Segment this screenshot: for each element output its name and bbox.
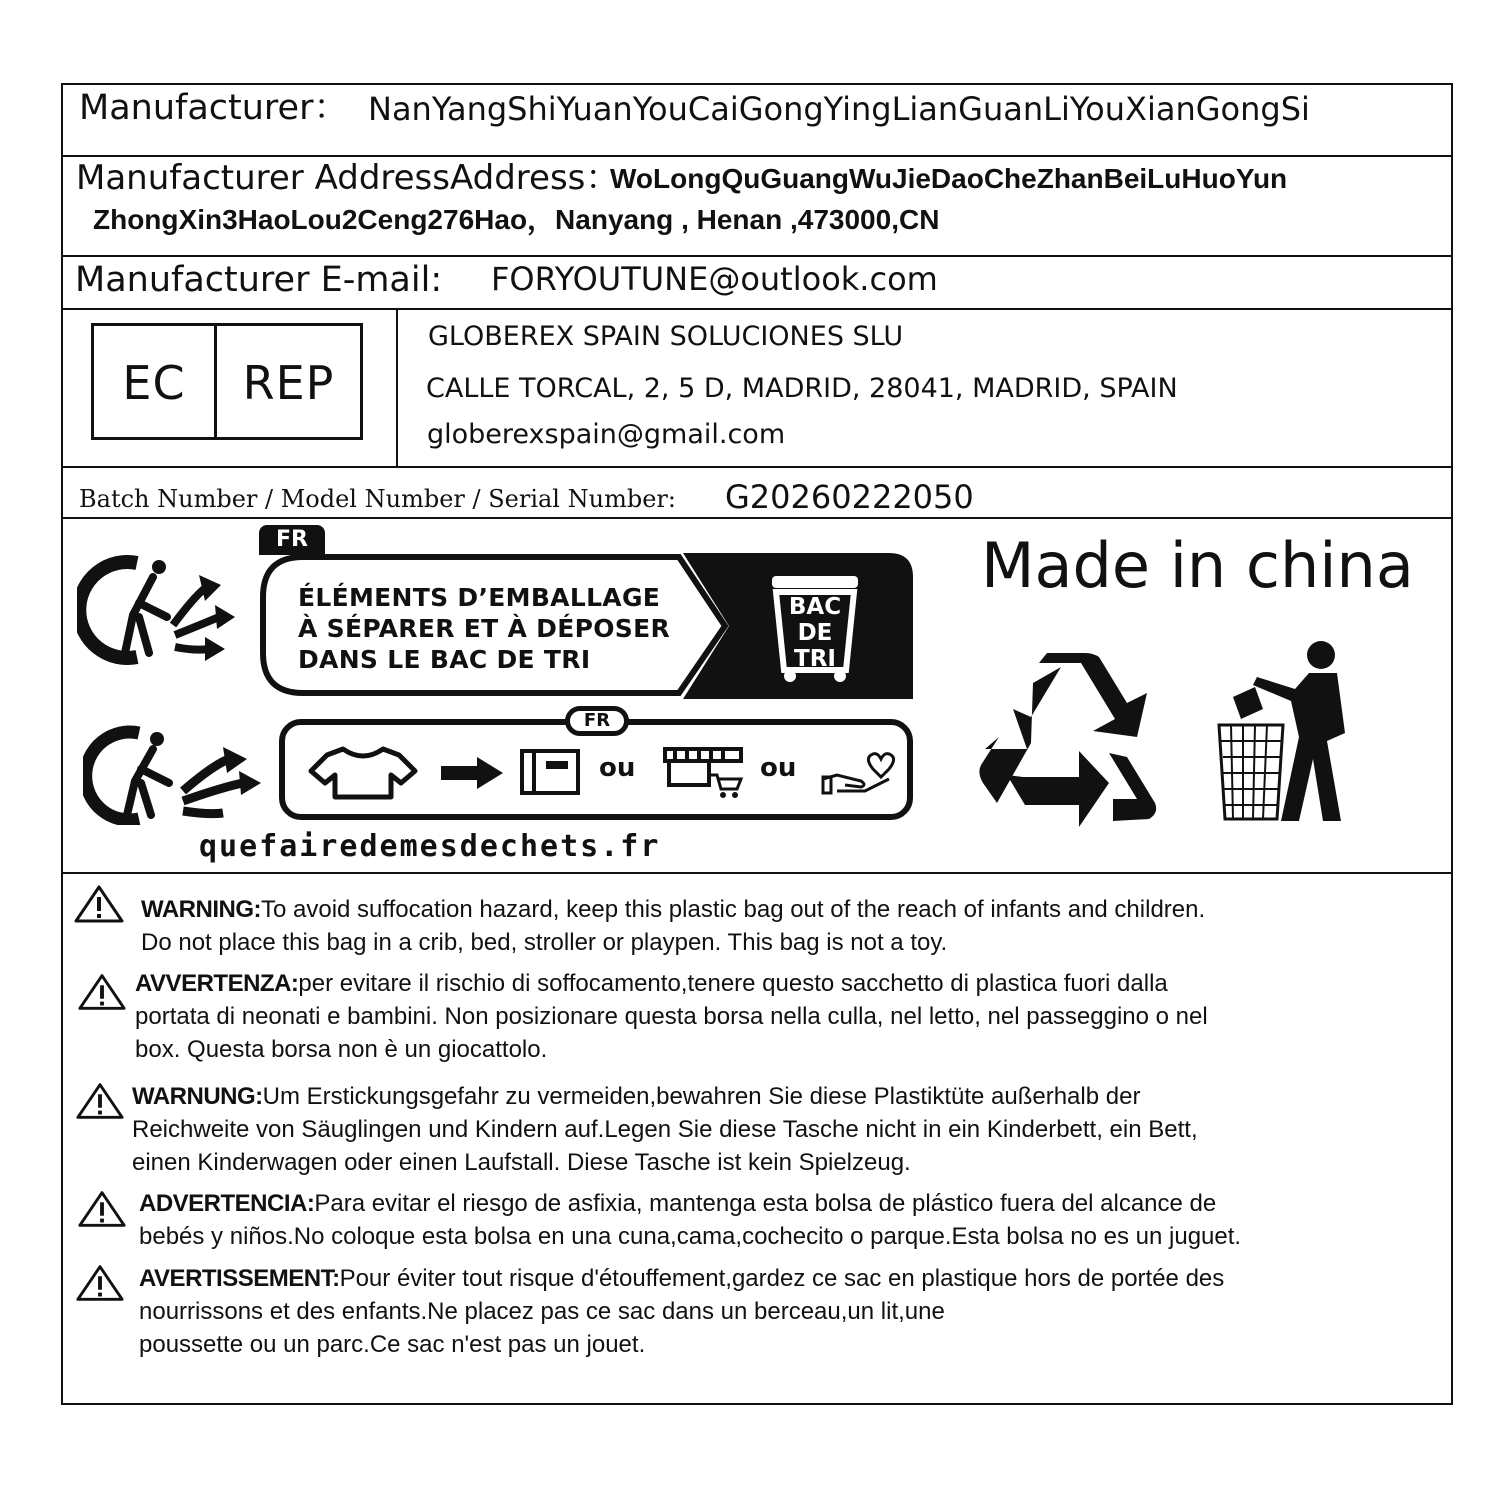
divider <box>63 517 1451 519</box>
warning-icon <box>73 884 125 924</box>
ec-rep-company: GLOBEREX SPAIN SOLUCIONES SLU <box>428 321 904 352</box>
ec-text: EC <box>122 356 186 410</box>
batch-label: Batch Number / Model Number / Serial Number: <box>79 485 676 513</box>
tidyman-icon <box>1213 641 1377 827</box>
arrow-right-icon <box>441 757 503 789</box>
email-label: Manufacturer E-mail: <box>75 260 443 300</box>
warning-line: box. Questa borsa non è un giocattolo. <box>135 1036 548 1063</box>
address-line-1: WoLongQuGuangWuJieDaoCheZhanBeiLuHuoYun <box>610 163 1288 194</box>
warning-it <box>135 967 1208 1066</box>
warning-icon <box>75 1081 125 1121</box>
warning-title: AVERTISSEMENT: <box>139 1265 340 1292</box>
batch-value: G20260222050 <box>725 478 974 516</box>
warning-line: Pour éviter tout risque d'étouffement,gardez ce sac en plastique hors de portée des <box>339 1265 1225 1292</box>
instruction-line-3: DANS LE BAC DE TRI <box>298 645 591 674</box>
warning-line: einen Kinderwagen oder einen Laufstall. Diese Tasche ist kein Spielzeug. <box>132 1149 911 1176</box>
drop-off-box-icon <box>518 747 582 797</box>
divider <box>63 255 1451 257</box>
or-text-2: ou <box>760 753 797 783</box>
warning-line: per evitare il rischio di soffocamento,tenere questo sacchetto di plastica fuori dalla <box>298 970 1168 997</box>
address-label: Manufacturer AddressAddress： <box>76 158 620 198</box>
warning-en <box>141 893 1205 959</box>
shop-icon <box>661 745 745 801</box>
country-tag-2 <box>565 706 629 736</box>
divider <box>63 466 1451 468</box>
divider <box>63 308 1451 310</box>
ec-rep-address: CALLE TORCAL, 2, 5 D, MADRID, 28041, MADRID, SPAIN <box>426 373 1178 404</box>
or-text-1: ou <box>599 753 636 783</box>
warning-line: Reichweite von Säuglingen und Kindern auf.Legen Sie diese Tasche nicht in ein Kinderbett, ein Bett, <box>132 1116 1198 1143</box>
bin-line-2: DE <box>797 620 833 646</box>
warning-de <box>132 1080 1198 1179</box>
manufacturer-name: NanYangShiYuanYouCaiGongYingLianGuanLiYouXianGongSi <box>368 90 1310 128</box>
warning-line: bebés y niños.No coloque esta bolsa en una cuna,cama,cochecito o parque.Esta bolsa no es un juguet. <box>139 1223 1242 1250</box>
warning-title: ADVERTENCIA: <box>139 1190 315 1217</box>
instruction-line-1: ÉLÉMENTS D’EMBALLAGE <box>298 583 661 612</box>
instruction-line-2: À SÉPARER ET À DÉPOSER <box>298 614 671 643</box>
origin-text: Made in china <box>981 529 1414 602</box>
ec-rep-email: globerexspain@gmail.com <box>427 419 786 450</box>
warning-title: AVVERTENZA: <box>135 970 299 997</box>
email-value: FORYOUTUNE@outlook.com <box>491 260 938 298</box>
ec-rep-symbol <box>91 323 363 440</box>
product-label <box>61 83 1453 1405</box>
country-tag-text: FR <box>276 527 308 552</box>
warning-line: To avoid suffocation hazard, keep this plastic bag out of the reach of infants and children. <box>260 896 1206 923</box>
donate-hand-icon <box>821 749 897 795</box>
manufacturer-label: Manufacturer： <box>79 88 349 128</box>
address-line-2: ZhongXin3HaoLou2Ceng276Hao，Nanyang , Henan ,473000,CN <box>93 204 940 235</box>
rep-text: REP <box>242 356 335 410</box>
warning-line: Do not place this bag in a crib, bed, stroller or playpen. This bag is not a toy. <box>141 929 948 956</box>
divider <box>63 872 1451 874</box>
triman-icon <box>83 725 263 825</box>
bin-line-3: TRI <box>794 646 836 672</box>
warning-icon <box>77 972 127 1012</box>
recycle-icon <box>977 653 1185 829</box>
divider <box>396 309 398 466</box>
warning-line: portata di neonati e bambini. Non posizionare questa borsa nella culla, nel letto, nel passeggino o nel <box>135 1003 1208 1030</box>
website-text: quefairedemesdechets.fr <box>199 829 661 864</box>
triman-icon <box>77 555 237 665</box>
bin-line-1: BAC <box>788 594 842 620</box>
warning-icon <box>77 1189 127 1229</box>
warning-fr <box>139 1262 1224 1361</box>
warning-icon <box>75 1263 125 1303</box>
warning-es <box>139 1187 1241 1253</box>
country-tag <box>259 525 325 555</box>
warning-line: nourrissons et des enfants.Ne placez pas ce sac dans un berceau,un lit,une <box>139 1298 945 1325</box>
warning-title: WARNUNG: <box>132 1083 263 1110</box>
country-tag-2-text: FR <box>583 710 611 731</box>
warning-line: Um Erstickungsgefahr zu vermeiden,bewahren Sie diese Plastiktüte außerhalb der <box>262 1083 1141 1110</box>
tshirt-icon <box>307 745 419 801</box>
warning-title: WARNING: <box>141 896 261 923</box>
warning-line: Para evitar el riesgo de asfixia, mantenga esta bolsa de plástico fuera del alcance de <box>314 1190 1217 1217</box>
warning-line: poussette ou un parc.Ce sac n'est pas un jouet. <box>139 1331 646 1358</box>
